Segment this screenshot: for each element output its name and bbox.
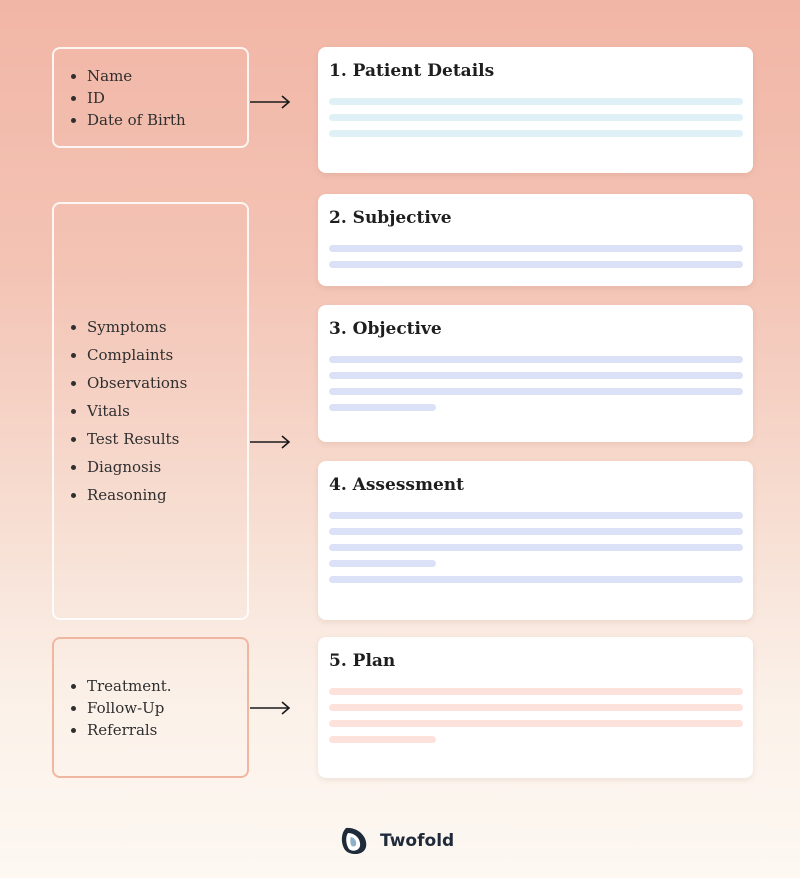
field-list <box>54 65 186 131</box>
plan-fields-group <box>52 637 249 778</box>
placeholder-line <box>329 130 743 137</box>
list-item: • ID <box>87 87 186 109</box>
placeholder-line <box>329 720 743 727</box>
arrow-right-icon <box>250 701 292 715</box>
field-list <box>54 675 172 741</box>
assessment-card <box>318 461 753 620</box>
placeholder-line <box>329 261 743 268</box>
placeholder-line <box>329 245 743 252</box>
placeholder-line <box>329 704 743 711</box>
placeholder-line <box>329 736 436 743</box>
field-list <box>54 313 187 509</box>
placeholder-line <box>329 528 743 535</box>
list-item: • Name <box>87 65 186 87</box>
placeholder-line <box>329 512 743 519</box>
card-title: 5. Plan <box>329 651 396 671</box>
list-item: • Treatment. <box>87 675 172 697</box>
placeholder-line <box>329 404 436 411</box>
arrow-right-icon <box>250 95 292 109</box>
twofold-logo-icon <box>340 825 370 857</box>
placeholder-line <box>329 688 743 695</box>
placeholder-line <box>329 98 743 105</box>
card-title: 4. Assessment <box>329 475 464 495</box>
list-item: • Symptoms <box>87 313 187 341</box>
list-item: • Reasoning <box>87 481 187 509</box>
card-title: 3. Objective <box>329 319 442 339</box>
arrow-right-icon <box>250 435 292 449</box>
patient-details-card <box>318 47 753 173</box>
list-item: • Follow-Up <box>87 697 172 719</box>
objective-card <box>318 305 753 442</box>
subjective-card <box>318 194 753 286</box>
placeholder-line <box>329 576 743 583</box>
placeholder-line <box>329 388 743 395</box>
placeholder-line <box>329 560 436 567</box>
list-item: • Test Results <box>87 425 187 453</box>
list-item: • Observations <box>87 369 187 397</box>
placeholder-line <box>329 114 743 121</box>
card-title: 1. Patient Details <box>329 61 495 81</box>
list-item: • Vitals <box>87 397 187 425</box>
placeholder-line <box>329 372 743 379</box>
list-item: • Diagnosis <box>87 453 187 481</box>
brand-logo <box>340 825 454 857</box>
patient-details-fields-group <box>52 47 249 148</box>
clinical-fields-group <box>52 202 249 620</box>
card-title: 2. Subjective <box>329 208 452 228</box>
brand-name: Twofold <box>380 831 455 851</box>
list-item: • Complaints <box>87 341 187 369</box>
list-item: • Referrals <box>87 719 172 741</box>
plan-card <box>318 637 753 778</box>
placeholder-line <box>329 356 743 363</box>
list-item: • Date of Birth <box>87 109 186 131</box>
placeholder-line <box>329 544 743 551</box>
